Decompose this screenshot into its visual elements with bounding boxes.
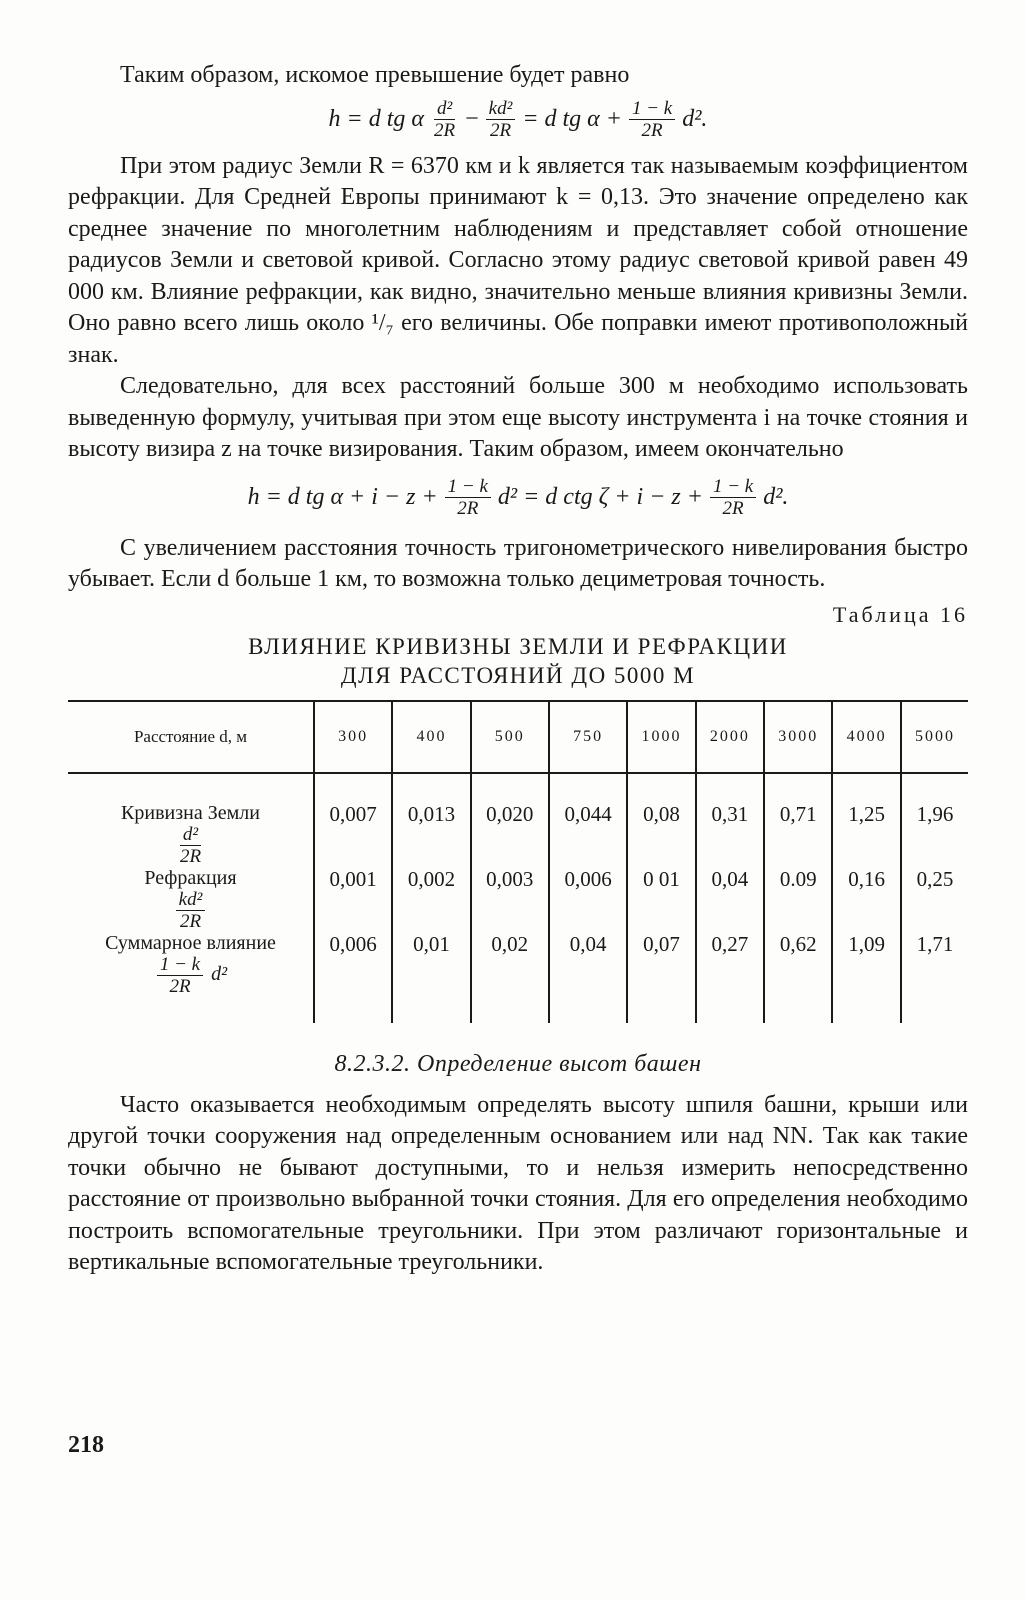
formula1-lhs: h = d tg α	[328, 105, 425, 132]
formula1-frac2-den: 2R	[489, 119, 512, 141]
table-cell: 0,003	[471, 867, 549, 932]
table-cell: 0,04	[696, 867, 764, 932]
table-cell: 0,16	[832, 867, 900, 932]
header-col: 400	[392, 701, 470, 773]
table-cell: 0,25	[901, 867, 968, 932]
row-frac-den: 2R	[169, 975, 191, 997]
row-label-frac	[157, 954, 203, 997]
table-cell: 0,04	[549, 932, 627, 1023]
header-distance: Расстояние d, м	[68, 701, 314, 773]
row-label-text: Кривизна Земли	[121, 801, 260, 824]
formula2-frac2	[710, 476, 756, 519]
formula2-part3: d².	[763, 483, 789, 510]
formula2-frac2-den: 2R	[722, 497, 744, 519]
table-cell: 0,01	[392, 932, 470, 1023]
row-frac-num: d²	[180, 824, 201, 846]
row-label-text: Суммарное влияние	[105, 931, 276, 954]
formula2-part1: h = d tg α + i − z +	[247, 483, 438, 510]
table-header-row	[68, 701, 968, 773]
table-row	[68, 773, 968, 867]
row-label-suffix: d²	[211, 962, 228, 985]
table-cell: 0.09	[764, 867, 832, 932]
formula1-frac1-den: 2R	[434, 119, 456, 141]
table-cell: 0,71	[764, 773, 832, 867]
table-cell: 0,002	[392, 867, 470, 932]
curvature-refraction-table	[68, 700, 968, 1023]
table-cell: 0,013	[392, 773, 470, 867]
formula2-frac1-num: 1 − k	[445, 476, 491, 498]
table-row	[68, 867, 968, 932]
table-cell: 1,25	[832, 773, 900, 867]
section-heading: 8.2.3.2. Определение высот башен	[334, 1050, 702, 1077]
table-cell: 0,006	[314, 932, 392, 1023]
row-label-text: Рефракция	[144, 866, 237, 889]
row-label-curvature	[68, 773, 314, 867]
row-frac-den: 2R	[179, 910, 202, 932]
formula1-frac1-num: d²	[434, 98, 455, 120]
row-frac-num: 1 − k	[157, 954, 203, 976]
formula1-frac3-num: 1 − k	[629, 98, 675, 120]
header-col: 300	[314, 701, 392, 773]
formula2-part2: d² = d ctg ζ + i − z +	[497, 483, 703, 510]
header-col: 3000	[764, 701, 832, 773]
table-cell: 0,044	[549, 773, 627, 867]
paragraph-earth-radius: При этом радиус Земли R = 6370 км и k является так называемым коэффициентом рефракции. Для Средней Европы принимают k = 0,13. Это значение определено как среднее значение по многолетним наблюдениям и представляет собой отношение радиусов Земли и световой кривой. Согласно этому радиус световой кривой равен 49 000 км. Влияние рефракции, как видно, значительно меньше влияния кривизны Земли. Оно равно всего лишь около ¹/₇ его величины. Обе поправки имеют противоположный знак.	[68, 152, 968, 368]
formula1-minus: −	[465, 105, 479, 132]
header-col: 500	[471, 701, 549, 773]
table-title-line1: ВЛИЯНИЕ КРИВИЗНЫ ЗЕМЛИ И РЕФРАКЦИИ	[248, 633, 788, 659]
table-cell: 0,020	[471, 773, 549, 867]
table-title	[68, 632, 968, 690]
table-cell: 0,31	[696, 773, 764, 867]
formula1-frac2	[486, 98, 516, 141]
formula1-frac2-num: kd²	[486, 98, 516, 120]
row-label-frac	[176, 889, 206, 932]
intro-text: Таким образом, искомое превышение будет равно	[120, 62, 630, 88]
formula1-frac3-den: 2R	[641, 119, 663, 141]
row-label-refraction	[68, 867, 314, 932]
table-title-line2: ДЛЯ РАССТОЯНИЙ ДО 5000 М	[340, 662, 696, 688]
table-cell: 0,62	[764, 932, 832, 1023]
formula2-frac1-den: 2R	[457, 497, 479, 519]
page-number: 218	[68, 1432, 104, 1458]
row-frac-num: kd²	[176, 889, 206, 911]
formula-elevation	[68, 98, 968, 141]
row-label-frac	[177, 824, 204, 867]
row-frac-den: 2R	[179, 845, 202, 867]
table-cell: 0,006	[549, 867, 627, 932]
table-cell: 0,02	[471, 932, 549, 1023]
header-col: 4000	[832, 701, 900, 773]
formula-final	[68, 476, 968, 519]
table-cell: 1,09	[832, 932, 900, 1023]
table-label: Таблица 16	[832, 601, 968, 627]
header-col: 750	[549, 701, 627, 773]
formula1-frac1	[431, 98, 458, 141]
paragraph-consequently: Следовательно, для всех расстояний больше 300 м необходимо использовать выведенную формулу, учитывая при этом еще высоту инструмента i на точке стояния и высоту визира z на точке визирования. Таким образом, имеем окончательно	[68, 373, 968, 462]
formula2-frac1	[445, 476, 491, 519]
table-cell: 1,71	[901, 932, 968, 1023]
header-col: 1000	[627, 701, 695, 773]
table-cell: 0,001	[314, 867, 392, 932]
header-col: 2000	[696, 701, 764, 773]
formula1-tail: d².	[682, 105, 708, 132]
table-cell: 0,07	[627, 932, 695, 1023]
paragraph-accuracy: С увеличением расстояния точность тригонометрического нивелирования быстро убывает. Если d больше 1 км, то возможна только дециметровая точность.	[68, 534, 968, 592]
table-row	[68, 932, 968, 1023]
table-cell: 0,27	[696, 932, 764, 1023]
paragraph-towers: Часто оказывается необходимым определять высоту шпиля башни, крыши или другой точки сооружения над определенным основанием или над NN. Так как такие точки обычно не бывают доступными, то и нельзя измерить непосредственно расстояние от произвольно выбранной точки стояния. Для его определения необходимо построить вспомогательные треугольники. При этом различают горизонтальные и вертикальные вспомогательные треугольники.	[68, 1091, 968, 1275]
row-label-total	[68, 932, 314, 1023]
table-cell: 0,08	[627, 773, 695, 867]
formula1-mid: = d tg α +	[522, 105, 622, 132]
formula2-frac2-num: 1 − k	[710, 476, 756, 498]
table-cell: 1,96	[901, 773, 968, 867]
table-cell: 0 01	[627, 867, 695, 932]
table-cell: 0,007	[314, 773, 392, 867]
header-col: 5000	[901, 701, 968, 773]
formula1-frac3	[629, 98, 675, 141]
page-content	[68, 60, 968, 1279]
